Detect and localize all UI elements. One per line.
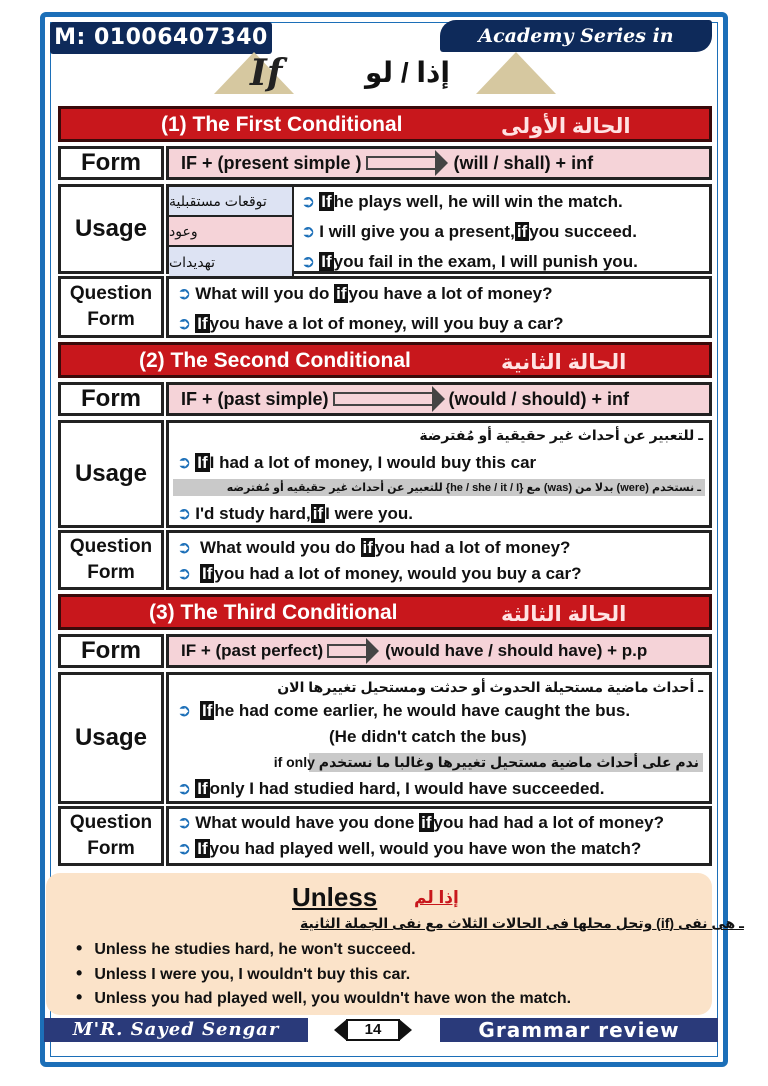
form-right: (will / shall) + inf: [453, 152, 594, 173]
first-question-label: Question Form: [58, 276, 164, 338]
usage-note: ـ أحداث ماضية مستحيلة الحدوث أو حدثت ومستحيل تغييرها الان: [277, 679, 703, 695]
usage-example: ➲ If he plays well, he will win the match.: [301, 192, 623, 211]
third-question-box: [166, 806, 712, 866]
if-highlight: if: [516, 222, 528, 241]
arrow-bullet-icon: ➲: [177, 839, 192, 858]
arrow-bullet-icon: ➲: [301, 252, 316, 271]
third-form-label: Form: [58, 634, 164, 668]
first-usage-box: [166, 184, 712, 274]
heading-en: (1) The First Conditional: [161, 113, 403, 136]
heading-ar: الحالة الثالثة: [501, 603, 627, 626]
usage-paren: (He didn't catch the bus): [329, 727, 527, 746]
arrow-bullet-icon: ➲: [177, 504, 192, 523]
if-highlight: If: [321, 252, 332, 271]
usage-category: توقعات مستقبلية: [169, 187, 294, 217]
page-title-ar: إذا / لو: [365, 57, 450, 88]
heading-en: (3) The Third Conditional: [149, 601, 398, 624]
page-title-en: If: [250, 52, 283, 94]
question-example: ➲ What will you do if you have a lot of money?: [177, 284, 553, 303]
arrow-icon: [333, 392, 433, 406]
usage-category: تهديدات: [169, 247, 294, 277]
unless-note: ـ هى نفى (if) وتحل محلها فى الحالات الثلاث مع نفى الجملة الثانية: [300, 915, 744, 931]
if-highlight: If: [201, 701, 213, 720]
usage-note: ـ للتعبير عن أحداث غير حقيقية أو مُفترضة: [419, 427, 703, 443]
series-title: Academy Series in English: [440, 20, 712, 52]
usage-example: ➲ I'd study hard, if I were you.: [177, 504, 414, 523]
usage-example: ➲ I will give you a present, if you succeed.: [301, 222, 637, 241]
heading-ar: الحالة الأولى: [501, 115, 631, 138]
if-highlight: If: [321, 192, 332, 211]
usage-category: وعود: [169, 217, 294, 247]
unless-title-ar: إذا لم: [414, 888, 459, 907]
second-form-label: Form: [58, 382, 164, 416]
third-question-label: Question Form: [58, 806, 164, 866]
arrow-bullet-icon: ➲: [301, 222, 316, 241]
usage-note: ـ نستخدم (were) بدلا من (was) مع {he / she / it / I} للتعبير عن أحداث غير حقيقيه أو مُفترضه: [173, 479, 705, 496]
third-conditional-heading: [58, 594, 712, 630]
list-item: • Unless you had played well, you wouldn't have won the match.: [76, 987, 571, 1012]
list-item: • Unless I were you, I wouldn't buy this car.: [76, 963, 571, 988]
question-example: ➲ If you have a lot of money, will you buy a car?: [177, 314, 564, 333]
arrow-bullet-icon: ➲: [177, 813, 192, 832]
second-usage-label: Usage: [58, 420, 164, 528]
if-highlight: if: [312, 504, 324, 523]
arrow-bullet-icon: ➲: [177, 284, 192, 303]
usage-example: ➲ If you fail in the exam, I will punish you.: [301, 252, 638, 271]
usage-note: ندم على أحداث ماضية مستحيل تغييرها وغالبا ما نستخدم if only: [309, 753, 703, 772]
second-question-box: [166, 530, 712, 590]
second-form-row: [166, 382, 712, 416]
second-question-label: Question Form: [58, 530, 164, 590]
usage-example: ➲ If I had a lot of money, I would buy this car: [177, 453, 537, 472]
arrow-bullet-icon: ➲: [177, 314, 192, 333]
footer-review: Grammar review: [440, 1018, 718, 1042]
second-conditional-heading: [58, 342, 712, 378]
if-highlight: If: [201, 564, 213, 583]
if-highlight: If: [197, 453, 208, 472]
arrow-bullet-icon: ➲: [177, 453, 192, 472]
list-item: • Unless he studies hard, he won't succeed.: [76, 938, 571, 963]
if-highlight: If: [197, 779, 208, 798]
usage-example: ➲ If he had come earlier, he would have caught the bus.: [177, 701, 631, 720]
question-example: ➲ If you had played well, would you have won the match?: [177, 839, 642, 858]
question-example: ➲ What would you do if you had a lot of money?: [177, 538, 571, 557]
second-usage-box: [166, 420, 712, 528]
arrow-bullet-icon: ➲: [177, 779, 192, 798]
third-usage-box: [166, 672, 712, 804]
question-example: ➲ What would have you done if you had had a lot of money?: [177, 813, 664, 832]
page-number: 14: [346, 1019, 400, 1041]
if-highlight: if: [362, 538, 373, 557]
form-left: IF + (past simple): [181, 388, 329, 409]
first-conditional-heading: [58, 106, 712, 142]
if-highlight: If: [197, 839, 208, 858]
first-question-box: [166, 276, 712, 338]
unless-examples: [76, 938, 571, 1012]
if-highlight: if: [421, 813, 432, 832]
form-right: (would have / should have) + p.p: [385, 641, 648, 660]
arrow-bullet-icon: ➲: [177, 564, 192, 583]
if-highlight: If: [197, 314, 208, 333]
third-form-row: [166, 634, 712, 668]
phone-number: M: 01006407340: [50, 22, 272, 54]
first-form-label: Form: [58, 146, 164, 180]
form-left: IF + (past perfect): [181, 641, 324, 660]
arrow-bullet-icon: ➲: [177, 701, 192, 720]
third-usage-label: Usage: [58, 672, 164, 804]
heading-ar: الحالة الثانية: [501, 351, 627, 374]
question-example: ➲ If you had a lot of money, would you buy a car?: [177, 564, 582, 583]
form-left: IF + (present simple ): [181, 152, 362, 173]
unless-title: Unless: [292, 882, 378, 912]
arrow-icon: [366, 156, 436, 170]
if-highlight: if: [336, 284, 347, 303]
decor-triangle-right: [476, 52, 556, 94]
usage-example: ➲ If only I had studied hard, I would have succeeded.: [177, 779, 605, 798]
first-form-row: [166, 146, 712, 180]
arrow-bullet-icon: ➲: [177, 538, 192, 557]
author-name: M'R. Sayed Sengar: [44, 1018, 308, 1042]
first-usage-label: Usage: [58, 184, 164, 274]
arrow-bullet-icon: ➲: [301, 192, 316, 211]
form-right: (would / should) + inf: [448, 388, 630, 409]
arrow-icon: [327, 644, 367, 658]
heading-en: (2) The Second Conditional: [139, 349, 411, 372]
